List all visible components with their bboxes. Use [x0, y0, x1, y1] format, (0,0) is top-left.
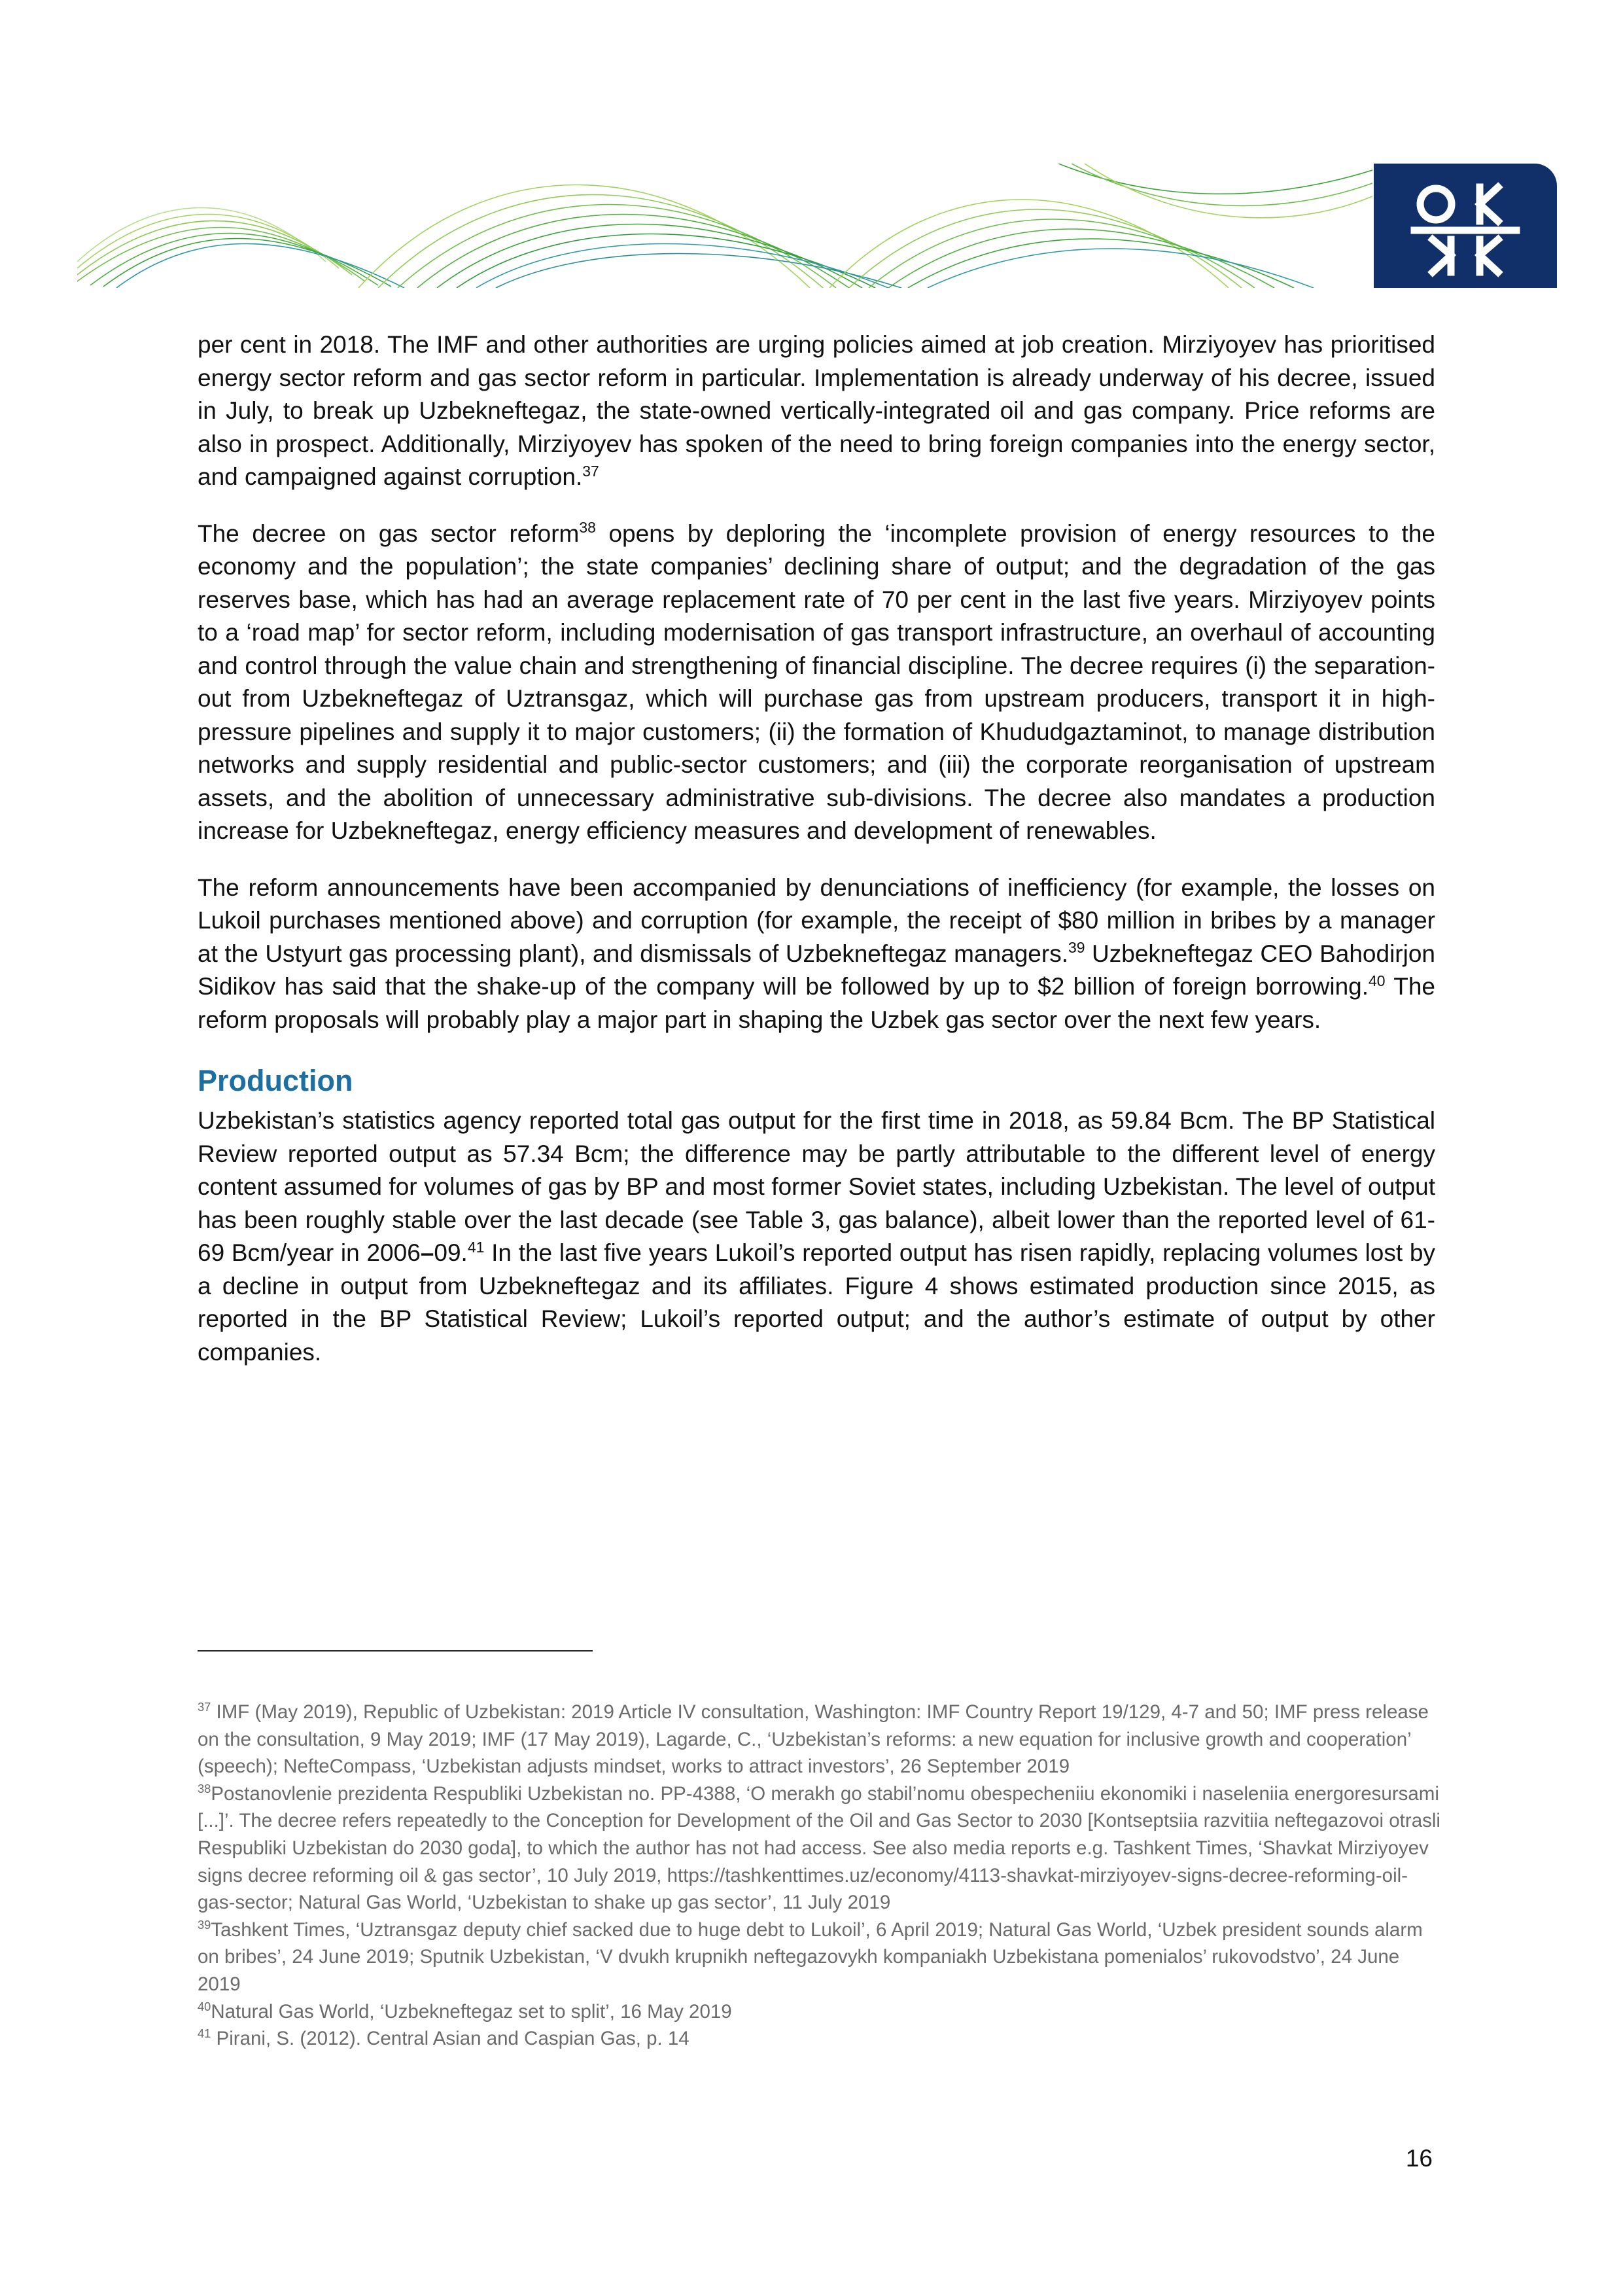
oies-logo-icon [1374, 164, 1557, 288]
body-paragraph: The decree on gas sector reform$^{38}$ opens by deploring the ‘incomplete provision of energy resources to the economy and the population’; the state companies’ declining share of output; and the degradation of the gas reserves base, which has had an average replacement rate of 70 per cent in the last five years. Mirziyoyev points to a ‘road map’ for sector reform, including modernisation of gas transport infrastructure, an overhaul of accounting and control through the value chain and strengthening of financial discipline. The decree requires (i) the separation-out from Uzbekneftegaz of Uztransgaz, which will purchase gas from upstream producers, transport it in high-pressure pipelines and supply it to major customers; (ii) the formation of Khududgaztaminot, to manage distribution networks and supply residential and public-sector customers; and (iii) the corporate reorganisation of upstream assets, and the abolition of unnecessary administrative sub-divisions. The decree also mandates a production increase for Uzbekneftegaz, energy efficiency measures and development of renewables. [198, 519, 1435, 844]
footnote-ref[interactable]: 40 [1369, 972, 1386, 989]
green-wave-banner [77, 164, 1372, 288]
footnote: $^{38}$Postanovlenie prezidenta Respubliki Uzbekistan no. PP-4388, ‘O merakh go stabil’nomu obespecheniiu ekonomiki i naseleniia energoresursami [...]’. The decree refers repeatedly to the Conception for Development of the Oil and Gas Sector to 2030 [Kontseptsiia razvitiia neftegazovoi otrasli Respubliki Uzbekistan do 2030 goda], to which the author has not had access. See also media reports e.g. Tashkent Times, ‘Shavkat Mirziyoyev signs decree reforming oil & gas sector’, 10 July 2019, https://tashkenttimes.uz/economy/4113-shavkat-mirziyoyev-signs-decree-reforming-oil-gas-sector; Natural Gas World, ‘Uzbekistan to shake up gas sector’, 11 July 2019 [198, 1781, 1440, 1914]
footnote: $^{37}$ IMF (May 2019), Republic of Uzbekistan: 2019 Article IV consultation, Washington: IMF Country Report 19/129, 4-7 and 50; IMF press release on the consultation, 9 May 2019; IMF (17 May 2019), Lagarde, C., ‘Uzbekistan’s reforms: a new equation for inclusive growth and cooperation’ (speech); NefteCompass, ‘Uzbekistan adjusts mindset, works to attract investors’, 26 September 2019 [198, 1700, 1429, 1778]
main-content [198, 328, 1435, 1392]
footnote-divider [198, 1650, 593, 1651]
footnotes [198, 1699, 1440, 2053]
footnote-ref[interactable]: 41 [467, 1238, 485, 1256]
footnote-ref[interactable]: 39 [1068, 939, 1085, 957]
footnote-ref[interactable]: 38 [579, 519, 596, 537]
footnote: $^{41}$ Pirani, S. (2012). Central Asian and Caspian Gas, p. 14 [198, 2026, 689, 2050]
section-heading: Production [198, 1064, 353, 1097]
body-paragraph: The reform announcements have been accompanied by denunciations of inefficiency (for example, the losses on Lukoil purchases mentioned above) and corruption (for example, the receipt of $80 million in bribes by a manager at the Ustyurt gas processing plant), and dismissals of Uzbekneftegaz managers.$^{39}$ Uzbekneftegaz CEO Bahodirjon Sidikov has said that the shake-up of the company will be followed by up to $2 billion of foreign borrowing.$^{40}$ The reform proposals will probably play a major part in shaping the Uzbek gas sector over the next few years. [198, 874, 1435, 1033]
footnote: $^{40}$Natural Gas World, ‘Uzbekneftegaz set to split’, 16 May 2019 [198, 1999, 732, 2022]
footnote-ref[interactable]: 37 [582, 462, 599, 480]
page-number: 16 [1405, 2145, 1433, 2172]
footnote: $^{39}$Tashkent Times, ‘Uztransgaz deputy chief sacked due to huge debt to Lukoil’, 6 April 2019; Natural Gas World, ‘Uzbek president sounds alarm on bribes’, 24 June 2019; Sputnik Uzbekistan, ‘V dvukh krupnikh neftegazovykh kompaniakh Uzbekistana pomenialos’ rukovodstvo’, 24 June 2019 [198, 1917, 1423, 1995]
body-paragraph: Uzbekistan’s statistics agency reported total gas output for the first time in 2018, as 59.84 Bcm. The BP Statistical Review reported output as 57.34 Bcm; the difference may be partly attributable to the different level of energy content assumed for volumes of gas by BP and most former Soviet states, including Uzbekistan. The level of output has been roughly stable over the last decade (see Table 3, gas balance), albeit lower than the reported level of 61-69 Bcm/year in 2006–09.41 In the last five years Lukoil’s reported output has risen rapidly, replacing volumes lost by a decline in output from Uzbekneftegaz and its affiliates. Figure 4 shows estimated production since 2015, as reported in the BP Statistical Review; Lukoil’s reported output; and the author’s estimate of output by other companies. [198, 1107, 1435, 1366]
body-paragraph: per cent in 2018. The IMF and other authorities are urging policies aimed at job creation. Mirziyoyev has prioritised energy sector reform and gas sector reform in particular. Implementation is already underway of his decree, issued in July, to break up Uzbekneftegaz, the state-owned vertically-integrated oil and gas company. Price reforms are also in prospect. Additionally, Mirziyoyev has spoken of the need to bring foreign companies into the energy sector, and campaigned against corruption.$^{37}$ [198, 331, 1435, 490]
page-header [77, 164, 1557, 288]
